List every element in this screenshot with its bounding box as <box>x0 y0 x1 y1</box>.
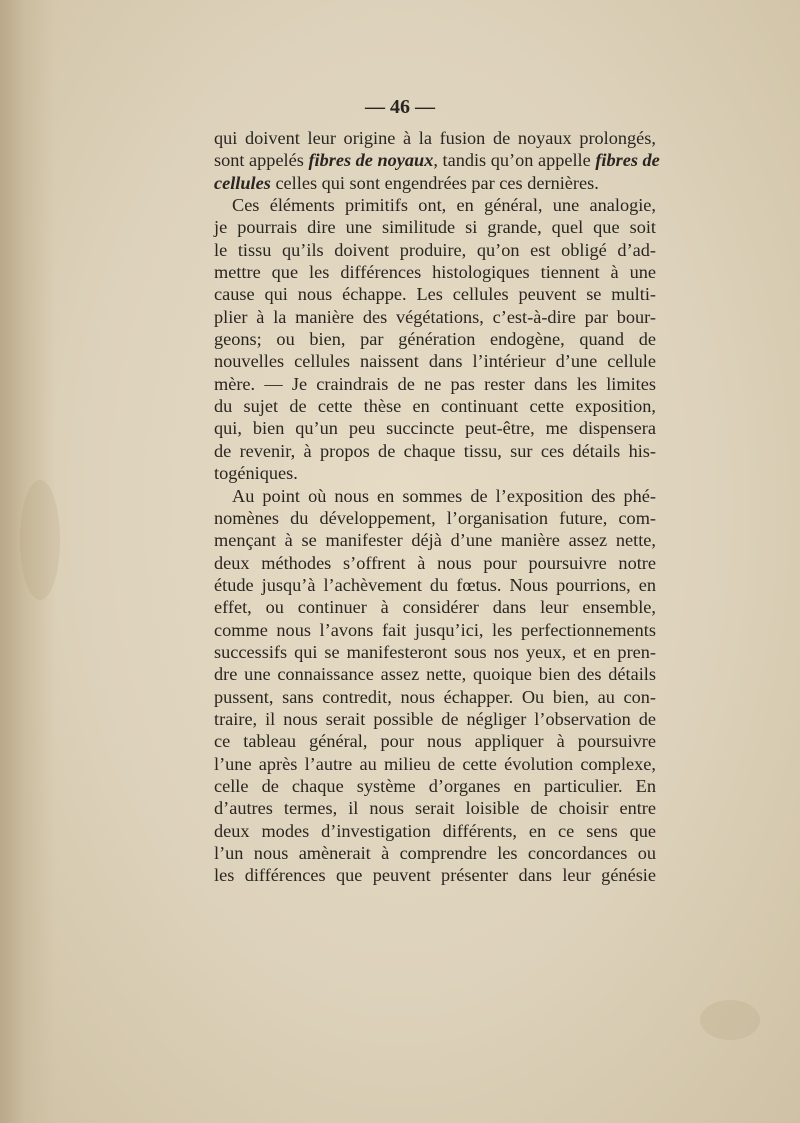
text-run: comme nous l’avons fait jusqu’ici, les perfectionnements <box>214 619 656 640</box>
text-run: les différences que peuvent présenter dans leur génésie <box>214 865 656 886</box>
text-line <box>214 283 656 305</box>
italic-term: fibres de <box>595 150 660 171</box>
italic-term: fibres de noyaux <box>308 150 434 171</box>
text-line <box>214 842 656 864</box>
body-text <box>214 127 660 887</box>
text-line <box>214 149 660 171</box>
text-line <box>214 172 656 194</box>
text-run: dre une connaissance assez nette, quoique bien des détails <box>214 664 656 685</box>
text-run: deux méthodes s’offrent à nous pour poursuivre notre <box>214 552 656 573</box>
text-line <box>214 619 656 641</box>
text-line <box>214 797 656 819</box>
text-line <box>214 864 656 886</box>
text-run: , tandis qu’on appelle <box>433 150 596 171</box>
text-run: deux modes d’investigation différents, en ce sens que <box>214 820 656 841</box>
text-line <box>214 306 656 328</box>
text-line <box>214 820 656 842</box>
text-line <box>214 239 656 261</box>
page-number: — 46 — <box>365 96 435 118</box>
text-run: successifs qui se manifesteront sous nos yeux, et en pren- <box>214 641 656 662</box>
text-run: étude jusqu’à l’achèvement du fœtus. Nous pourrions, en <box>214 574 656 595</box>
text-line <box>214 395 656 417</box>
text-line <box>214 552 656 574</box>
text-run: mère. — Je craindrais de ne pas rester dans les limites <box>214 373 656 394</box>
text-line <box>214 485 656 507</box>
text-line <box>214 574 656 596</box>
text-line <box>214 686 656 708</box>
text-line <box>214 417 656 439</box>
text-run: effet, ou continuer à considérer dans leur ensemble, <box>214 597 656 618</box>
text-line <box>214 328 656 350</box>
text-line <box>214 663 656 685</box>
text-line <box>214 440 656 462</box>
text-line <box>214 529 656 551</box>
text-run: cause qui nous échappe. Les cellules peuvent se multi- <box>214 284 656 305</box>
text-line <box>214 194 656 216</box>
text-line <box>214 708 656 730</box>
text-line <box>214 753 656 775</box>
text-run: mettre que les différences histologiques tiennent à une <box>214 262 656 283</box>
text-run: je pourrais dire une similitude si grande, quel que soit <box>214 217 656 238</box>
text-line <box>214 596 656 618</box>
text-run: l’un nous amènerait à comprendre les concordances ou <box>214 843 656 863</box>
text-run: Ces éléments primitifs ont, en général, une analogie, <box>232 195 656 216</box>
text-line <box>214 216 656 238</box>
text-line <box>214 641 656 663</box>
text-run: pussent, sans contredit, nous échapper. Ou bien, au con- <box>214 686 656 707</box>
text-line <box>214 350 656 372</box>
text-run: sont appelés <box>214 150 309 171</box>
text-run: Au point où nous en sommes de l’exposition des phé- <box>232 485 656 506</box>
text-line <box>214 730 656 752</box>
text-line <box>214 775 656 797</box>
text-line <box>214 507 656 529</box>
text-run: d’autres termes, il nous serait loisible de choisir entre <box>214 798 656 819</box>
text-run: togéniques. <box>214 463 298 484</box>
text-run: le tissu qu’ils doivent produire, qu’on est obligé d’ad- <box>214 239 656 260</box>
text-line <box>214 261 656 283</box>
text-run: l’une après l’autre au milieu de cette évolution complexe, <box>214 753 656 774</box>
text-run: mençant à se manifester déjà d’une manière assez nette, <box>214 530 656 551</box>
text-run: celle de chaque système d’organes en particulier. En <box>214 775 656 796</box>
paper-stain <box>700 1000 760 1040</box>
text-run: nouvelles cellules naissent dans l’intérieur d’une cellule <box>214 351 656 372</box>
text-run: geons; ou bien, par génération endogène, quand de <box>214 329 656 350</box>
text-run: du sujet de cette thèse en continuant cette exposition, <box>214 396 656 417</box>
text-run: plier à la manière des végétations, c’est-à-dire par bour- <box>214 306 656 327</box>
text-run: traire, il nous serait possible de négliger l’observation de <box>214 708 656 729</box>
text-run: ce tableau général, pour nous appliquer à poursuivre <box>214 731 656 752</box>
text-line <box>214 462 656 484</box>
text-run: de revenir, à propos de chaque tissu, sur ces détails his- <box>214 440 656 461</box>
paper-stain <box>20 480 60 600</box>
text-line <box>214 127 656 149</box>
text-run: celles qui sont engendrées par ces dernières. <box>270 172 599 193</box>
text-run: qui doivent leur origine à la fusion de noyaux prolongés, <box>214 128 656 148</box>
italic-term: cellules <box>214 172 271 193</box>
text-line <box>214 373 656 395</box>
text-run: qui, bien qu’un peu succincte peut-être, me dispensera <box>214 418 656 439</box>
text-run: nomènes du développement, l’organisation future, com- <box>214 507 656 528</box>
